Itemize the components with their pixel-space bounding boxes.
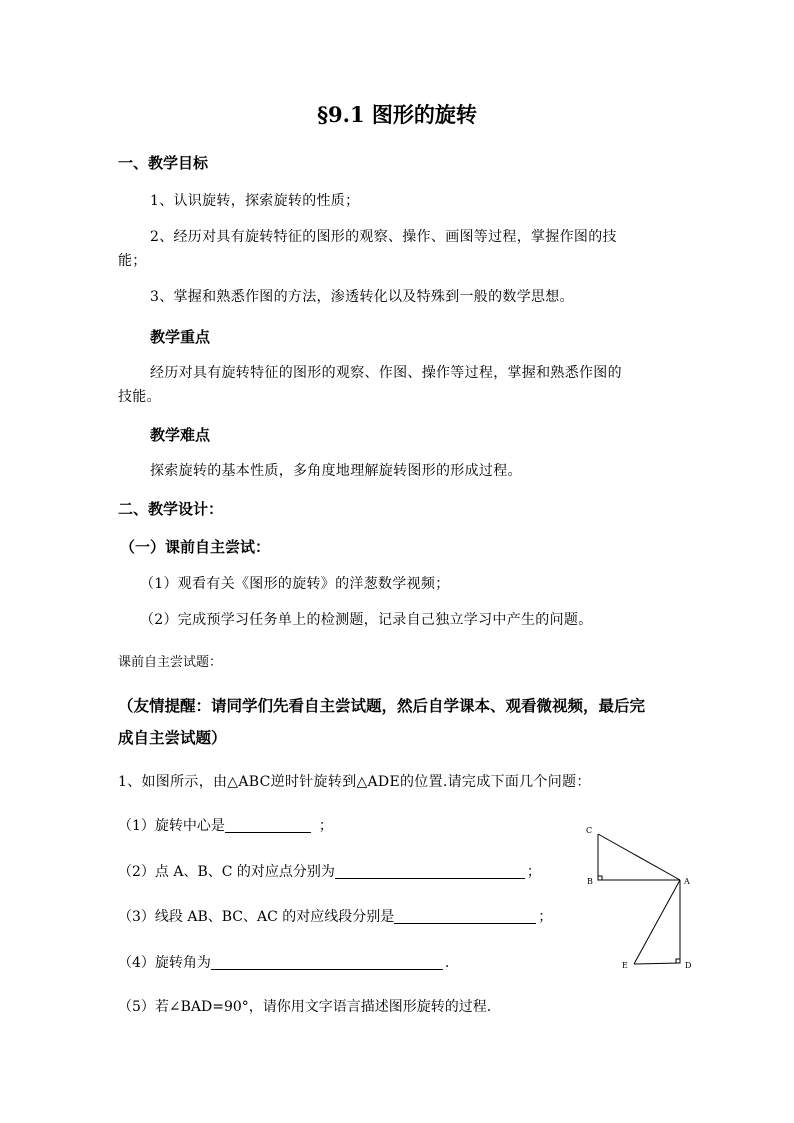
goal-item-2-continued: 能； bbox=[118, 253, 147, 269]
question-part-3-text: （3）线段 AB、BC、AC 的对应线段分别是 bbox=[118, 909, 395, 925]
vertex-label-b: B bbox=[587, 877, 593, 886]
question-part-4-suffix: . bbox=[444, 955, 450, 971]
subsection-heading-pre-class: （一）课前自主尝试： bbox=[120, 538, 271, 556]
key-point-line-1: 经历对具有旋转特征的图形的观察、作图、操作等过程，掌握和熟悉作图的 bbox=[150, 365, 622, 381]
key-point-heading: 教学重点 bbox=[150, 328, 211, 346]
question-part-2-text: （2）点 A、B、C 的对应点分别为 bbox=[118, 864, 335, 880]
section-heading-goals: 一、教学目标 bbox=[118, 154, 209, 172]
answer-blank-2[interactable] bbox=[335, 864, 525, 879]
vertex-label-e: E bbox=[622, 961, 628, 970]
question-part-1-text: （1）旋转中心是 bbox=[118, 818, 225, 834]
goal-item-2: 2、经历对具有旋转特征的图形的观察、操作、画图等过程，掌握作图的技 bbox=[150, 229, 617, 245]
answer-blank-4[interactable] bbox=[211, 955, 443, 970]
right-angle-mark-b bbox=[598, 876, 602, 880]
trial-questions-label: 课前自主尝试题： bbox=[118, 655, 223, 670]
section-heading-design: 二、教学设计： bbox=[118, 500, 224, 518]
goal-item-3: 3、掌握和熟悉作图的方法，渗透转化以及特殊到一般的数学思想。 bbox=[150, 289, 574, 305]
segment-ae bbox=[634, 880, 680, 964]
question-part-2 bbox=[118, 864, 541, 879]
question-part-2-suffix: ； bbox=[526, 864, 541, 880]
difficulty-text: 探索旋转的基本性质，多角度地理解旋转图形的形成过程。 bbox=[150, 463, 522, 479]
question-intro: 1、如图所示，由△ABC逆时针旋转到△ADE的位置.请完成下面几个问题： bbox=[118, 774, 591, 790]
vertex-label-c: C bbox=[586, 826, 593, 835]
pre-class-item-1: （1）观看有关《图形的旋转》的洋葱数学视频； bbox=[140, 576, 450, 592]
reminder-line-1: （友情提醒：请同学们先看自主尝试题，然后自学课本、观看微视频，最后完 bbox=[118, 696, 646, 715]
question-part-1-suffix: ； bbox=[318, 818, 333, 834]
question-part-3 bbox=[118, 909, 552, 924]
vertex-label-a: A bbox=[684, 877, 690, 886]
answer-blank-3[interactable] bbox=[394, 909, 536, 924]
question-part-4-text: （4）旋转角为 bbox=[118, 955, 211, 971]
segment-ca bbox=[598, 834, 680, 880]
reminder-line-2: 成自主尝试题） bbox=[118, 728, 227, 747]
rotation-diagram bbox=[578, 820, 708, 980]
pre-class-item-2: （2）完成预学习任务单上的检测题，记录自己独立学习中产生的问题。 bbox=[140, 612, 593, 628]
segment-ed bbox=[634, 963, 680, 964]
difficulty-heading: 教学难点 bbox=[150, 426, 211, 444]
vertex-label-d: D bbox=[685, 961, 692, 970]
question-part-5: （5）若∠BAD=90°，请你用文字语言描述图形旋转的过程. bbox=[118, 999, 492, 1015]
goal-item-1: 1、认识旋转，探索旋转的性质； bbox=[150, 193, 360, 209]
question-part-1 bbox=[118, 818, 333, 833]
right-angle-mark-d bbox=[676, 959, 680, 963]
question-part-4 bbox=[118, 955, 449, 970]
answer-blank-1[interactable] bbox=[225, 818, 311, 833]
key-point-line-2: 技能。 bbox=[118, 389, 161, 405]
page-title: §9.1 图形的旋转 bbox=[317, 102, 477, 127]
question-part-3-suffix: ； bbox=[538, 909, 553, 925]
